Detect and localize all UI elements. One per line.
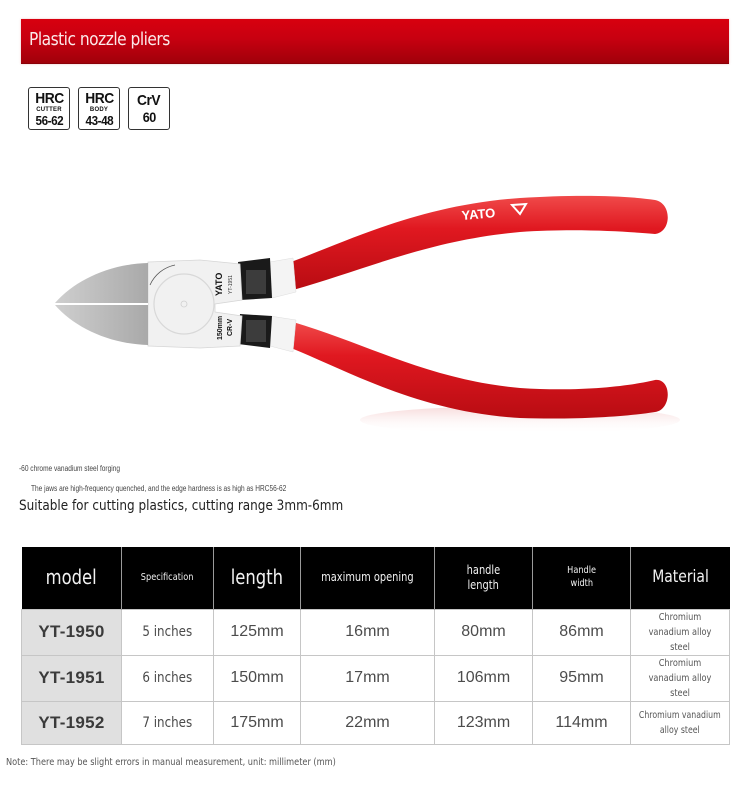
head-material-text: CR-V [227,318,234,336]
cell-handle-width: 95mm [533,655,631,701]
header-specification: Specification [122,547,214,609]
cell-length: 175mm [214,701,301,744]
badge-value: 43-48 [85,112,113,128]
pliers-product-image [40,180,690,470]
header-material: Material [631,547,730,609]
badge-top: HRC [34,89,64,107]
badge-top: HRC [84,89,114,107]
cell-handle-length: 80mm [435,609,533,655]
cell-spec: 7 inches [122,701,214,744]
badge-crv [128,87,170,130]
header-model: model [22,547,122,609]
cell-spec: 5 inches [122,609,214,655]
cell-length: 125mm [214,609,301,655]
cell-model: YT-1950 [22,609,122,655]
badge-value: 60 [142,109,156,125]
cell-length: 150mm [214,655,301,701]
handle-brand-logo: YATO [460,205,496,223]
table-row [22,655,730,701]
title-banner [21,19,729,64]
page-title: Plastic nozzle pliers [29,29,170,50]
header-handle-width: Handle width [533,547,631,609]
badge-label: BODY [89,106,109,113]
lower-jaw [55,305,148,345]
head-size-text: 150mm [217,315,224,340]
cell-handle-length: 106mm [435,655,533,701]
cell-opening: 16mm [301,609,435,655]
spec-table [21,547,730,745]
caption-suitable: Suitable for cutting plastics, cutting range 3mm-6mm [19,498,344,514]
cell-handle-width: 114mm [533,701,631,744]
badge-hrc-cutter [28,87,70,130]
head-brand-text: YATO [214,272,224,296]
hardness-badges [28,87,170,130]
cell-handle-width: 86mm [533,609,631,655]
lower-handle [291,322,668,419]
cell-material: Chromium vanadium alloy steel [631,701,730,744]
header-max-opening: maximum opening [301,547,435,609]
table-header-row [22,547,730,609]
caption-jaws: The jaws are high-frequency quenched, and the edge hardness is as high as HRC56-62 [31,484,287,493]
badge-hrc-body [78,87,120,130]
cell-material: Chromium vanadium alloy steel [631,655,730,701]
upper-sleeve [270,258,296,298]
badge-value: 56-62 [35,112,63,128]
badge-top: CrV [137,92,161,109]
header-handle-length: handle length [435,547,533,609]
upper-jaw [55,263,148,303]
badge-label: CUTTER [36,106,62,113]
caption-steel: -60 chrome vanadium steel forging [19,464,121,473]
head-model-text: YT-1951 [228,275,234,294]
cell-spec: 6 inches [122,655,214,701]
cell-opening: 22mm [301,701,435,744]
cell-model: YT-1952 [22,701,122,744]
cell-model: YT-1951 [22,655,122,701]
measurement-note: Note: There may be slight errors in manual measurement, unit: millimeter (mm) [6,757,336,768]
lower-sleeve [270,316,296,352]
cell-material: Chromium vanadium alloy steel [631,609,730,655]
cell-opening: 17mm [301,655,435,701]
table-row [22,701,730,744]
table-row [22,609,730,655]
cell-handle-length: 123mm [435,701,533,744]
header-length: length [214,547,301,609]
